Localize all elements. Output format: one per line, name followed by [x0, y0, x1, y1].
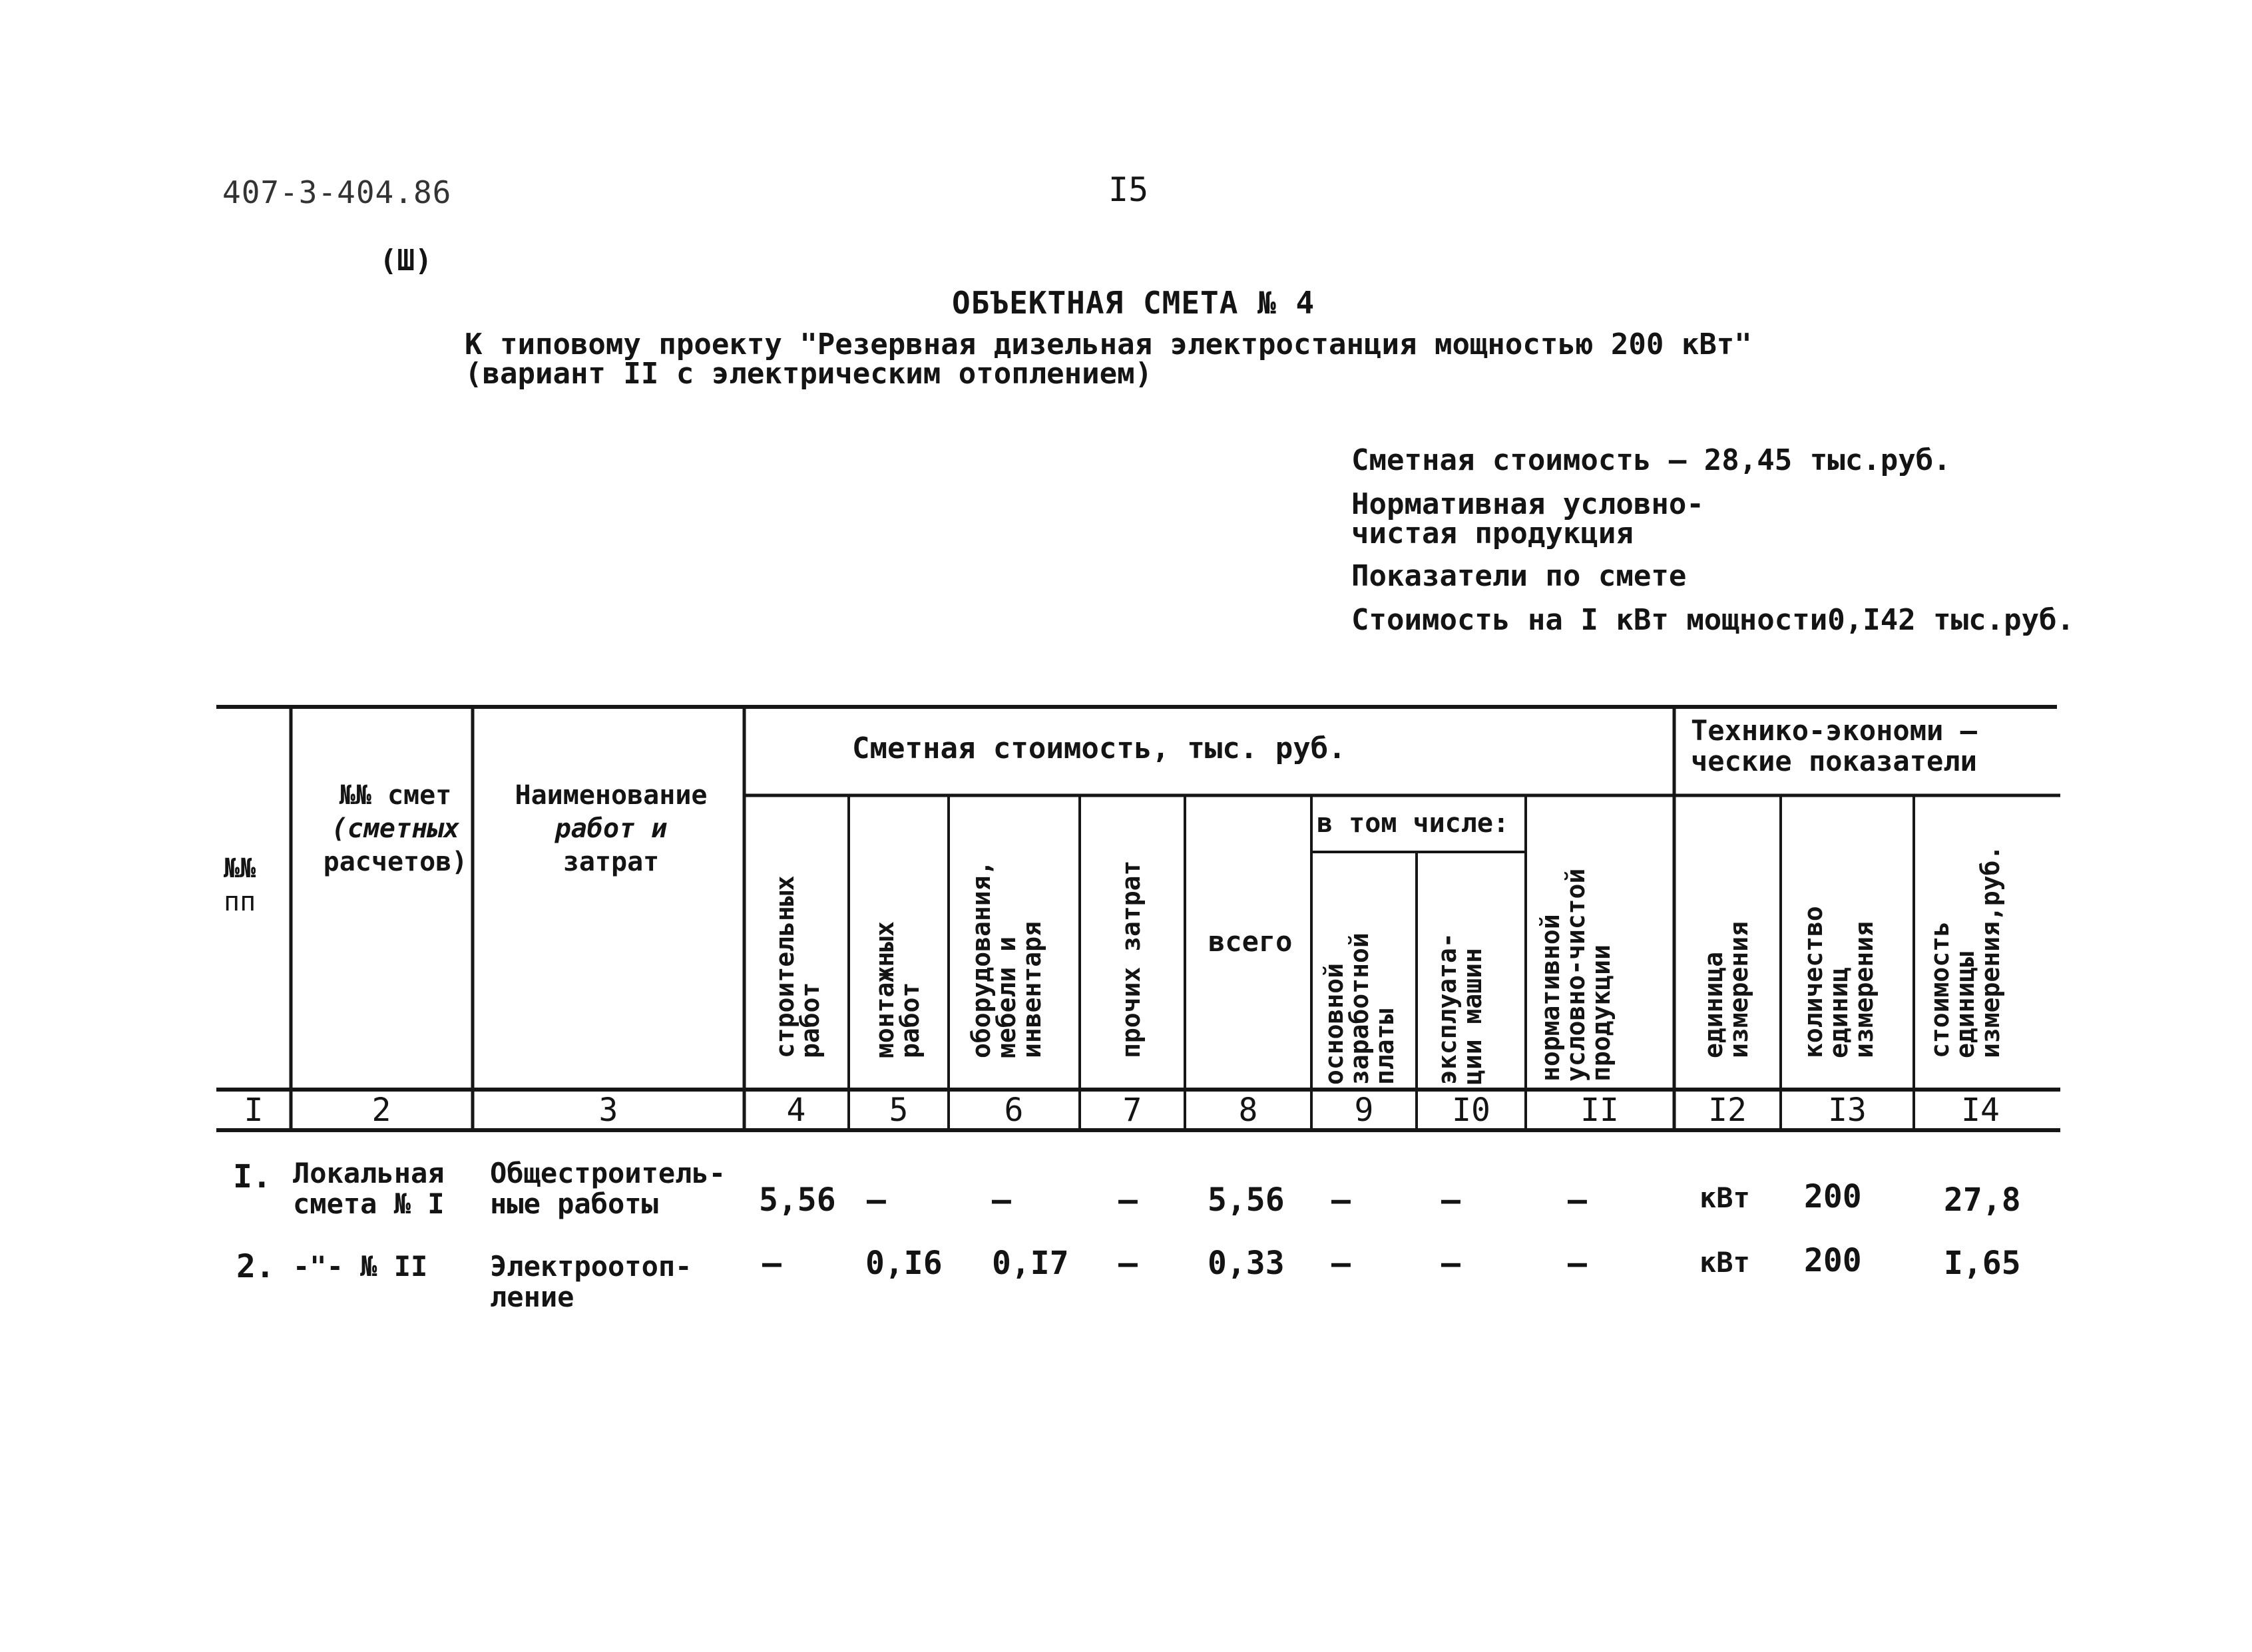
header-installation-works: монтажных работ [870, 921, 925, 1058]
header-construction-works: строительных работ [770, 875, 825, 1058]
header-unit-cost: стоимость единицы измерения,руб. [1925, 845, 2005, 1058]
header-total: всего [1208, 925, 1293, 958]
column-number: I [244, 1092, 264, 1129]
installation-cost: 0,I6 [865, 1245, 943, 1282]
column-number: I4 [1961, 1092, 2000, 1129]
header-equipment: оборудования, мебели и инвентаря [967, 860, 1046, 1058]
header-quantity-units: количество единиц измерения [1799, 906, 1879, 1058]
column-number: I2 [1708, 1092, 1747, 1129]
installation-cost: – [867, 1181, 886, 1219]
column-number: 7 [1122, 1092, 1142, 1129]
construction-cost: – [762, 1245, 782, 1282]
machine-operation: – [1441, 1181, 1461, 1219]
estimate-title: ОБЪЕКТНАЯ СМЕТА № 4 [952, 285, 1315, 321]
equipment-cost: – [992, 1181, 1011, 1219]
header-unit-of-measure: единица измерения [1699, 921, 1753, 1058]
equipment-cost: 0,I7 [992, 1245, 1069, 1282]
column-number: 5 [889, 1092, 909, 1129]
quantity: 200 [1804, 1242, 1862, 1279]
total-cost: 0,33 [1208, 1245, 1285, 1282]
column-number: I3 [1828, 1092, 1867, 1129]
work-name: Электроотоп- ление [490, 1250, 692, 1313]
column-number: 9 [1354, 1092, 1374, 1129]
column-number: I0 [1452, 1092, 1490, 1129]
column-number: II [1580, 1092, 1619, 1129]
header-other-costs: прочих затрат [1116, 860, 1146, 1058]
header-estimated-cost-group: Сметная стоимость, тыс. руб. [852, 731, 1346, 765]
construction-cost: 5,56 [759, 1181, 836, 1219]
project-name: К типовому проекту "Резервная дизельная электростанция мощностью 200 кВт" [465, 327, 1752, 361]
header-machine-operation: эксплуата- ции машин [1433, 932, 1487, 1085]
header-including: в том числе: [1317, 808, 1509, 839]
basic-wages: – [1331, 1245, 1351, 1282]
estimated-cost: Сметная стоимость – 28,45 тыс.руб. [1351, 443, 1951, 477]
total-cost: 5,56 [1208, 1181, 1285, 1219]
row-number: I. [233, 1158, 272, 1195]
page-number: I5 [1108, 170, 1149, 209]
document-code: 407-3-404.86 [222, 174, 452, 210]
quantity: 200 [1804, 1178, 1862, 1215]
unit-of-measure: кВт [1699, 1246, 1750, 1279]
estimate-reference: Локальная смета № I [293, 1157, 445, 1220]
header-tech-economic-group: Технико-экономи – ческие показатели [1691, 714, 1977, 777]
header-estimate-number: №№ смет (сметных расчетов) [323, 780, 468, 877]
unit-cost: 27,8 [1944, 1181, 2021, 1219]
indicators-heading: Показатели по смете [1351, 559, 1687, 593]
work-name: Общестроитель- ные работы [490, 1157, 726, 1220]
column-number: 6 [1004, 1092, 1024, 1129]
unit-cost: I,65 [1944, 1245, 2021, 1282]
unit-of-measure: кВт [1699, 1181, 1750, 1214]
header-row-number: №№ пп [224, 853, 256, 917]
column-number: 4 [786, 1092, 806, 1129]
other-cost: – [1118, 1181, 1138, 1219]
header-normative-product: нормативной условно-чистой продукции [1536, 868, 1616, 1082]
cost-per-kw: Стоимость на I кВт мощности0,I42 тыс.руб. [1351, 603, 2075, 637]
estimate-reference: -"- № II [293, 1250, 428, 1283]
row-number: 2. [236, 1248, 275, 1285]
normative-product: Нормативная условно- чистая продукция [1351, 487, 1704, 550]
basic-wages: – [1331, 1181, 1351, 1219]
header-work-name: Наименование работ и затрат [515, 780, 708, 877]
project-variant: (вариант II с электрическим отоплением) [465, 357, 1153, 391]
other-cost: – [1118, 1245, 1138, 1282]
column-number: 8 [1238, 1092, 1258, 1129]
normative-product: – [1568, 1245, 1587, 1282]
normative-product: – [1568, 1181, 1587, 1219]
machine-operation: – [1441, 1245, 1461, 1282]
header-basic-wages: основной заработной платы [1319, 932, 1399, 1085]
column-number: 2 [371, 1092, 391, 1129]
column-number: 3 [598, 1092, 618, 1129]
section-marker: (Ш) [379, 244, 433, 278]
